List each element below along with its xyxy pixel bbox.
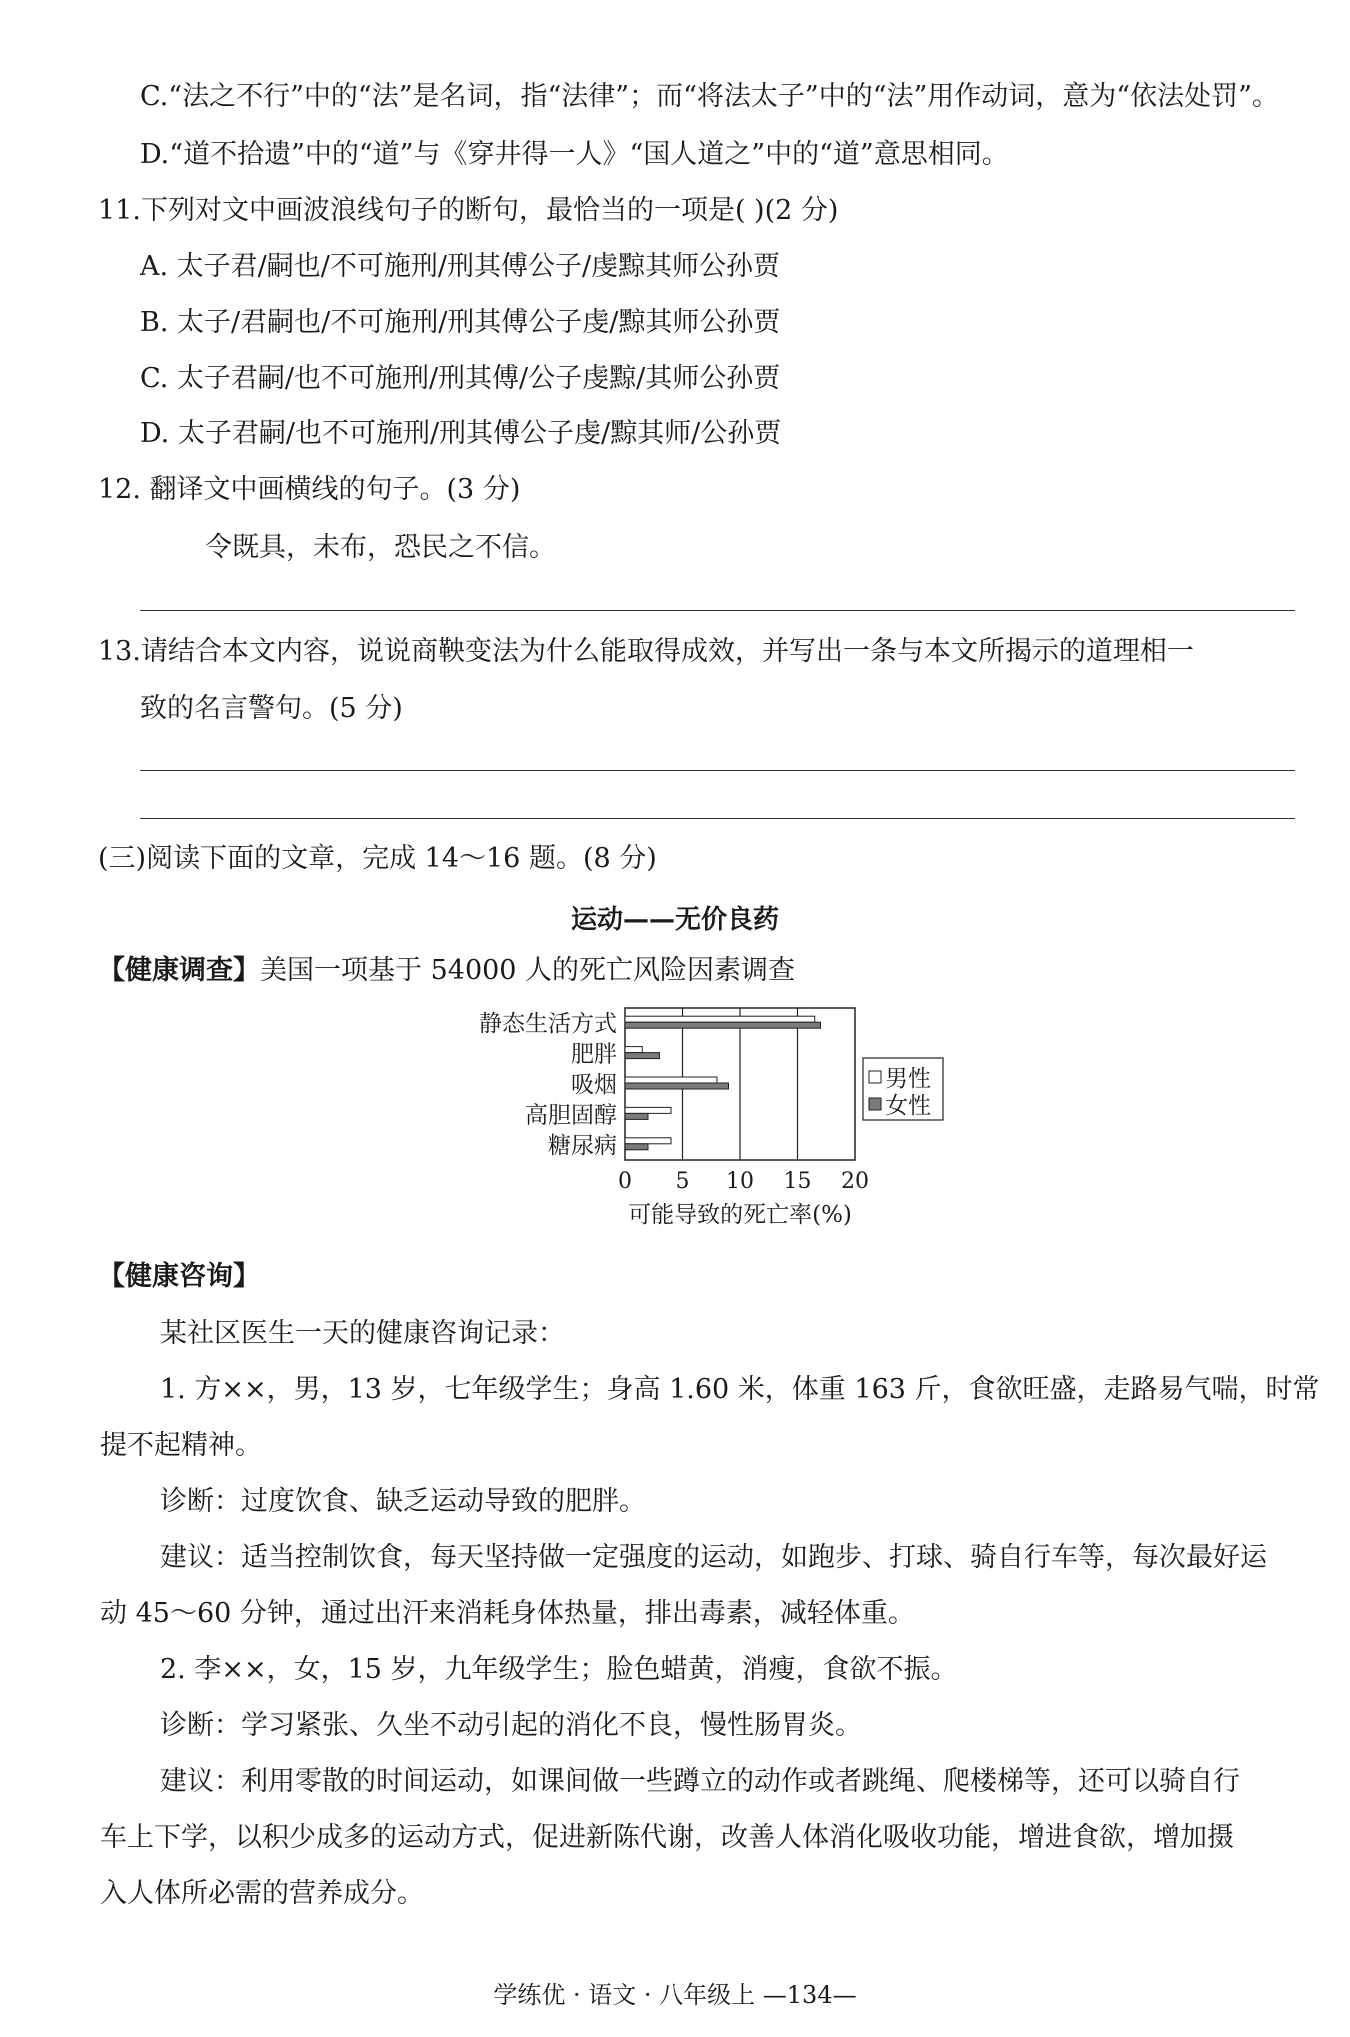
mortality-risk-chart bbox=[390, 1000, 950, 1250]
category-label: 肥胖 bbox=[571, 1041, 617, 1068]
category-label: 高胆固醇 bbox=[525, 1102, 617, 1129]
paragraph: 建议：利用零散的时间运动，如课间做一些蹲立的动作或者跳绳、爬楼梯等，还可以骑自行 bbox=[160, 1766, 1240, 1797]
category-label: 糖尿病 bbox=[548, 1132, 617, 1159]
x-tick-label: 5 bbox=[675, 1169, 690, 1194]
bar-male bbox=[625, 1077, 717, 1083]
bar-female bbox=[625, 1053, 660, 1059]
survey-text: 美国一项基于 54000 人的死亡风险因素调查 bbox=[260, 955, 796, 986]
survey-tag: 【健康调查】 bbox=[98, 955, 260, 986]
x-tick-label: 20 bbox=[841, 1169, 869, 1194]
paragraph: 某社区医生一天的健康咨询记录： bbox=[160, 1318, 565, 1349]
bar-male bbox=[625, 1047, 642, 1053]
x-axis-label: 可能导致的死亡率(%) bbox=[628, 1202, 852, 1228]
paragraph: 诊断：过度饮食、缺乏运动导致的肥胖。 bbox=[160, 1486, 646, 1517]
option-11a: A. 太子君/嗣也/不可施刑/刑其傅公子/虔黥其师公孙贾 bbox=[140, 251, 781, 282]
paragraph: 提不起精神。 bbox=[100, 1430, 262, 1461]
question-13-line1: 13.请结合本文内容，说说商鞅变法为什么能取得成效，并写出一条与本文所揭示的道理相一 bbox=[98, 636, 1194, 667]
bar-male bbox=[625, 1107, 671, 1113]
legend-label: 女性 bbox=[885, 1093, 931, 1119]
category-label: 静态生活方式 bbox=[479, 1011, 617, 1038]
option-11c: C. 太子君嗣/也不可施刑/刑其傅/公子虔黥/其师公孙贾 bbox=[140, 363, 781, 394]
paragraph: 建议：适当控制饮食，每天坚持做一定强度的运动，如跑步、打球、骑自行车等，每次最好运 bbox=[160, 1542, 1267, 1573]
answer-line bbox=[140, 818, 1295, 819]
question-11: 11.下列对文中画波浪线句子的断句，最恰当的一项是( )(2 分) bbox=[98, 195, 839, 226]
bar-female bbox=[625, 1022, 821, 1028]
answer-line bbox=[140, 770, 1295, 771]
paragraph: 1. 方××，男，13 岁，七年级学生；身高 1.60 米，体重 163 斤，食欲旺盛，走路易气喘，时常 bbox=[160, 1374, 1320, 1405]
paragraph: 车上下学，以积少成多的运动方式，促进新陈代谢，改善人体消化吸收功能，增进食欲，增加摄 bbox=[100, 1822, 1234, 1853]
section-3-heading: (三)阅读下面的文章，完成 14～16 题。(8 分) bbox=[98, 843, 657, 874]
bar-male bbox=[625, 1016, 815, 1022]
paragraph: 动 45～60 分钟，通过出汗来消耗身体热量，排出毒素，减轻体重。 bbox=[100, 1598, 915, 1629]
answer-line bbox=[140, 610, 1295, 611]
survey-line bbox=[98, 952, 795, 990]
paragraph: 2. 李××，女，15 岁，九年级学生；脸色蜡黄，消瘦，食欲不振。 bbox=[160, 1654, 958, 1685]
paragraph: 入人体所必需的营养成分。 bbox=[100, 1878, 424, 1909]
legend-swatch bbox=[869, 1098, 881, 1110]
bar-female bbox=[625, 1113, 648, 1119]
bar-male bbox=[625, 1138, 671, 1144]
option-10d: D.“道不拾遗”中的“道”与《穿井得一人》“国人道之”中的“道”意思相同。 bbox=[140, 139, 1009, 170]
consult-tag: 【健康咨询】 bbox=[98, 1261, 260, 1292]
page-footer: 学练优 · 语文 · 八年级上 —134— bbox=[493, 1981, 857, 2009]
question-12-sentence: 令既具，未布，恐民之不信。 bbox=[205, 532, 556, 563]
x-tick-label: 0 bbox=[618, 1169, 632, 1194]
x-tick-label: 15 bbox=[783, 1169, 812, 1194]
article-title: 运动——无价良药 bbox=[570, 905, 779, 935]
question-13-line2: 致的名言警句。(5 分) bbox=[140, 693, 403, 724]
bar-female bbox=[625, 1083, 729, 1089]
x-tick-label: 10 bbox=[726, 1169, 754, 1194]
category-label: 吸烟 bbox=[571, 1072, 617, 1098]
legend-swatch bbox=[869, 1071, 881, 1083]
legend-label: 男性 bbox=[885, 1066, 931, 1092]
option-10c: C.“法之不行”中的“法”是名词，指“法律”；而“将法太子”中的“法”用作动词，意为“依法处罚”。 bbox=[140, 81, 1279, 112]
paragraph: 诊断：学习紧张、久坐不动引起的消化不良，慢性肠胃炎。 bbox=[160, 1710, 862, 1741]
option-11d: D. 太子君嗣/也不可施刑/刑其傅公子虔/黥其师/公孙贾 bbox=[140, 418, 782, 449]
bar-female bbox=[625, 1144, 648, 1150]
option-11b: B. 太子/君嗣也/不可施刑/刑其傅公子虔/黥其师公孙贾 bbox=[140, 307, 781, 338]
question-12: 12. 翻译文中画横线的句子。(3 分) bbox=[98, 474, 521, 505]
